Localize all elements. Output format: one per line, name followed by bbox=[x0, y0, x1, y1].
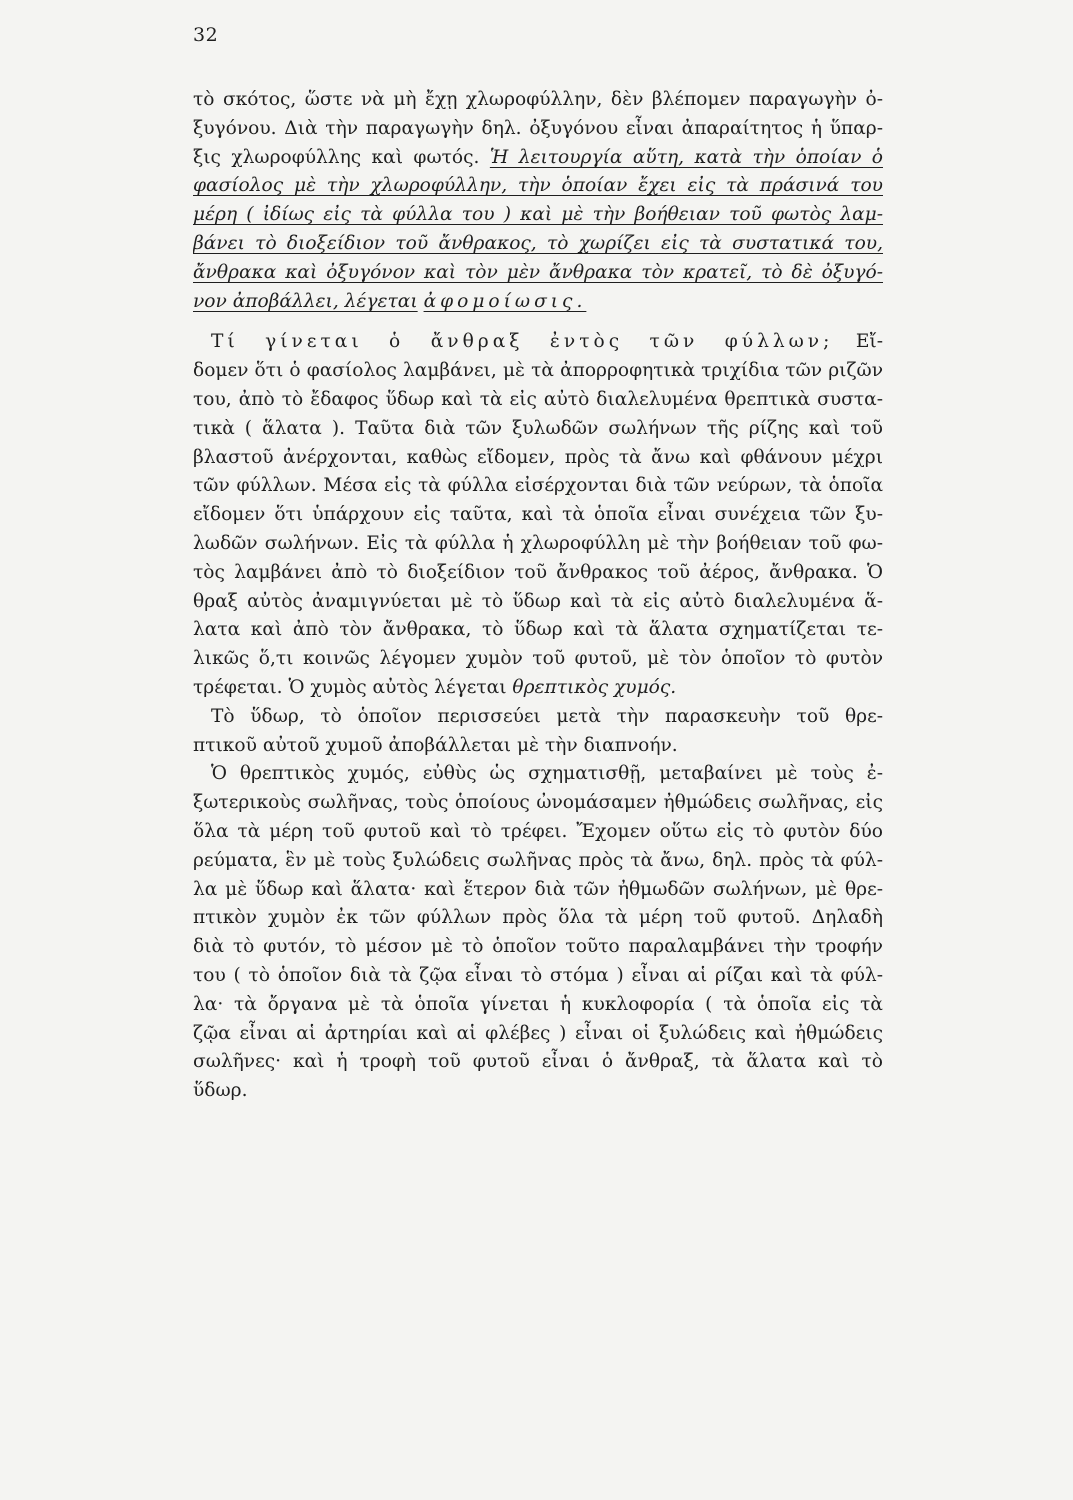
text-line: βλαστοῦ ἀνέρχονται, καθὼς εἴδομεν, πρὸς τὰ ἄνω καὶ φθάνουν μέχρι bbox=[193, 446, 883, 468]
underlined-definition: νον ἀποβάλλει, λέγεται bbox=[193, 290, 418, 312]
text-line bbox=[193, 288, 883, 317]
text-run: Εἴ- bbox=[855, 331, 883, 353]
section-question: Τί γίνεται ὁ ἄνθραξ ἐντὸς τῶν φύλλων; bbox=[211, 331, 834, 353]
paragraph-1 bbox=[193, 86, 883, 316]
term-assimilation: ἀφομοίωσις. bbox=[423, 290, 587, 312]
underlined-definition: μέρη ( ἰδίως εἰς τὰ φύλλα του ) καὶ μὲ τὴν βοήθειαν τοῦ φωτὸς λαμ- bbox=[193, 204, 883, 226]
text-line bbox=[193, 328, 883, 357]
text-line: λα· τὰ ὄργανα μὲ τὰ ὁποῖα γίνεται ἡ κυκλοφορία ( τὰ ὁποῖα εἰς τὰ bbox=[193, 993, 883, 1015]
text-line: του, ἀπὸ τὸ ἔδαφος ὕδωρ καὶ τὰ εἰς αὐτὸ διαλελυμένα θρεπτικὰ συστα- bbox=[193, 388, 883, 410]
underlined-definition: Ἡ λειτουργία αὕτη, κατὰ τὴν ὁποίαν ὁ bbox=[489, 146, 883, 168]
paragraph-3 bbox=[193, 703, 883, 761]
text-line: λικῶς ὅ,τι κοινῶς λέγομεν χυμὸν τοῦ φυτοῦ, μὲ τὸν ὁποῖον τὸ φυτὸν bbox=[193, 648, 883, 670]
text-line: θραξ αὐτὸς ἀναμιγνύεται μὲ τὸ ὕδωρ καὶ τὰ εἰς αὐτὸ διαλελυμένα ἅ- bbox=[193, 590, 883, 612]
text-line: ὅλα τὰ μέρη τοῦ φυτοῦ καὶ τὸ τρέφει. Ἔχομεν οὕτω εἰς τὸ φυτὸν δύο bbox=[193, 820, 883, 842]
page-number: 32 bbox=[193, 24, 219, 46]
paragraph-4 bbox=[193, 760, 883, 1106]
text-line: λα μὲ ὕδωρ καὶ ἅλατα· καὶ ἕτερον διὰ τῶν ἠθμωδῶν σωλήνων, μὲ θρε- bbox=[193, 878, 883, 900]
page-body bbox=[193, 86, 883, 1106]
text-line: τὸ σκότος, ὥστε νὰ μὴ ἔχῃ χλωροφύλλην, δὲν βλέπομεν παραγωγὴν ὀ- bbox=[193, 89, 883, 110]
text-line: ρεύματα, ἓν μὲ τοὺς ξυλώδεις σωλῆνας πρὸς τὰ ἄνω, δηλ. πρὸς τὰ φύλ- bbox=[193, 849, 883, 871]
text-line: λωδῶν σωλήνων. Εἰς τὰ φύλλα ἡ χλωροφύλλη μὲ τὴν βοήθειαν τοῦ φω- bbox=[193, 532, 883, 554]
text-line bbox=[193, 144, 883, 173]
text-line: ξωτερικοὺς σωλῆνας, τοὺς ὁποίους ὠνομάσαμεν ἠθμώδεις σωλῆνας, εἰς bbox=[193, 792, 883, 814]
text-run: ξις χλωροφύλλης καὶ φωτός. bbox=[193, 146, 480, 168]
text-line: εἴδομεν ὅτι ὑπάρχουν εἰς ταῦτα, καὶ τὰ ὁποῖα εἶναι συνέχεια τῶν ξυ- bbox=[193, 504, 883, 526]
text-line: Ὁ θρεπτικὸς χυμός, εὐθὺς ὡς σχηματισθῇ, μεταβαίνει μὲ τοὺς ἐ- bbox=[211, 763, 883, 785]
text-line: λατα καὶ ἀπὸ τὸν ἄνθρακα, τὸ ὕδωρ καὶ τὰ ἅλατα σχηματίζεται τε- bbox=[193, 619, 883, 641]
text-line: πτικὸν χυμὸν ἐκ τῶν φύλλων πρὸς ὅλα τὰ μέρη τοῦ φυτοῦ. Δηλαδὴ bbox=[193, 907, 883, 929]
underlined-definition: φασίολος μὲ τὴν χλωροφύλλην, τὴν ὁποίαν ἔχει εἰς τὰ πράσινά του bbox=[193, 175, 883, 197]
underlined-definition: βάνει τὸ διοξείδιον τοῦ ἄνθρακος, τὸ χωρίζει εἰς τὰ συστατικά του, bbox=[193, 232, 883, 254]
text-line: τικὰ ( ἅλατα ). Ταῦτα διὰ τῶν ξυλωδῶν σωλήνων τῆς ρίζης καὶ τοῦ bbox=[193, 417, 883, 439]
text-line: σωλῆνες· καὶ ἡ τροφὴ τοῦ φυτοῦ εἶναι ὁ ἄνθραξ, τὰ ἅλατα καὶ τὸ bbox=[193, 1051, 883, 1073]
text-line: ξυγόνου. Διὰ τὴν παραγωγὴν δηλ. ὀξυγόνου εἶναι ἀπαραίτητος ἡ ὕπαρ- bbox=[193, 117, 883, 139]
text-line: πτικοῦ αὐτοῦ χυμοῦ ἀποβάλλεται μὲ τὴν διαπνοήν. bbox=[193, 734, 678, 756]
text-line: τὸς λαμβάνει ἀπὸ τὸ διοξείδιον τοῦ ἄνθρακος τοῦ ἀέρος, ἄνθρακα. Ὁ bbox=[193, 561, 883, 583]
text-line: του ( τὸ ὁποῖον διὰ τὰ ζῷα εἶναι τὸ στόμα ) εἶναι αἱ ρίζαι καὶ τὰ φύλ- bbox=[193, 964, 883, 986]
underlined-definition: ἄνθρακα καὶ ὀξυγόνον καὶ τὸν μὲν ἄνθρακα τὸν κρατεῖ, τὸ δὲ ὀξυγό- bbox=[193, 261, 883, 283]
text-line: Τὸ ὕδωρ, τὸ ὁποῖον περισσεύει μετὰ τὴν παρασκευὴν τοῦ θρε- bbox=[211, 705, 883, 727]
text-line: διὰ τὸ φυτόν, τὸ μέσον μὲ τὸ ὁποῖον τοῦτο παραλαμβάνει τὴν τροφήν bbox=[193, 936, 883, 958]
text-run: τρέφεται. Ὁ χυμὸς αὐτὸς λέγεται bbox=[193, 676, 507, 698]
text-line: τῶν φύλλων. Μέσα εἰς τὰ φύλλα εἰσέρχονται διὰ τῶν νεύρων, τὰ ὁποῖα bbox=[193, 475, 883, 497]
term-nutritive-sap: θρεπτικὸς χυμός. bbox=[512, 676, 677, 698]
text-line: δομεν ὅτι ὁ φασίολος λαμβάνει, μὲ τὰ ἀπορροφητικὰ τριχίδια τῶν ριζῶν bbox=[193, 360, 883, 382]
text-line: ζῷα εἶναι αἱ ἀρτηρίαι καὶ αἱ φλέβες ) εἶναι οἱ ξυλώδεις καὶ ἠθμώδεις bbox=[193, 1022, 883, 1044]
text-line bbox=[193, 674, 883, 703]
text-line: ὕδωρ. bbox=[193, 1080, 248, 1102]
paragraph-2 bbox=[193, 328, 883, 702]
